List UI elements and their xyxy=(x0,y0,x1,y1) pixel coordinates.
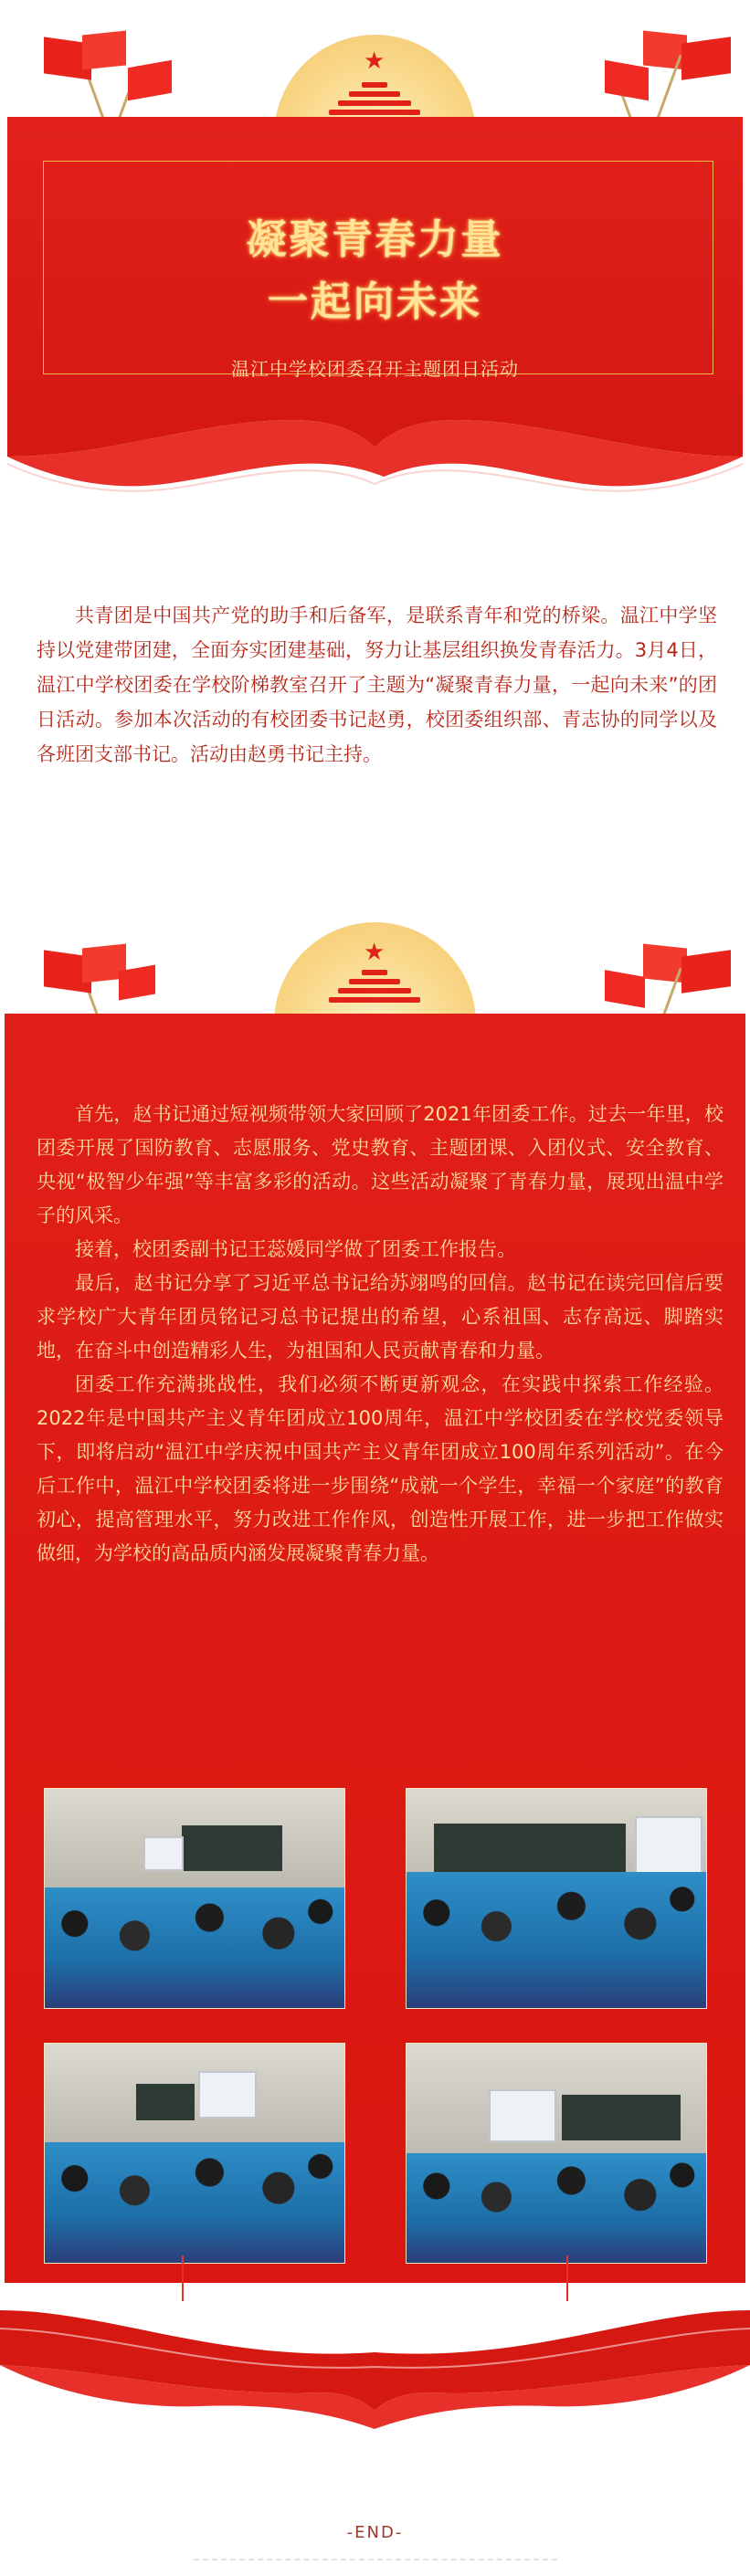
page-title-line1: 凝聚青春力量 xyxy=(246,216,504,263)
tiananmen-icon xyxy=(329,82,420,119)
paragraph: 团委工作充满挑战性，我们必须不断更新观念，在实践中探索工作经验。2022年是中国共产主义青年团成立100周年，温江中学校团委在学校党委领导下，即将启动“温江中学庆祝中国共产主义青年团成立100周年系列活动”。在今后工作中，温江中学校团委将进一步围绕“成就一个学生，幸福一个家庭”的教育初心，提高管理水平，努力改进工作作风，创造性开展工作，进一步把工作做实做细，为学校的高品质内涵发展凝聚青春力量。 xyxy=(37,1373,724,1564)
activity-photo-1 xyxy=(44,1788,345,2009)
paragraph: 最后，赵书记分享了习近平总书记给苏翊鸣的回信。赵书记在读完回信后要求学校广大青年团员铭记习总书记提出的希望，心系祖国、志存高远、脚踏实地，在奋斗中创造精彩人生，为祖国和人民贡献青春和力量。 xyxy=(37,1272,724,1362)
red-flag-icon xyxy=(18,27,155,128)
intro-text: 共青团是中国共产党的助手和后备军，是联系青年和党的桥梁。温江中学坚持以党建带团建，全面夯实团建基础，努力让基层组织换发青春活力。3月4日，温江中学校团委在学校阶梯教室召开了主题为“凝聚青春力量，一起向未来”的团日活动。参加本次活动的有校团委书记赵勇，校团委组织部、青志协的同学以及各班团支部书记。活动由赵勇书记主持。 xyxy=(37,605,717,765)
section2-body xyxy=(37,1098,724,1571)
page-subtitle: 温江中学校团委召开主题团日活动 xyxy=(231,358,519,380)
end-mark: -END- xyxy=(346,2523,404,2542)
intro-paragraph xyxy=(37,598,717,772)
activity-photo-3 xyxy=(44,2043,345,2264)
tiananmen-icon xyxy=(329,970,420,1006)
paragraph: 接着，校团委副书记王蕊媛同学做了团委工作报告。 xyxy=(75,1238,516,1260)
star-icon: ★ xyxy=(364,939,386,966)
curtain-drape-bottom xyxy=(0,2255,750,2438)
title-frame xyxy=(43,161,713,374)
divider xyxy=(194,2559,557,2560)
page-title-line2: 一起向未来 xyxy=(268,279,482,325)
red-flag-icon xyxy=(603,27,740,128)
activity-photo-4 xyxy=(406,2043,707,2264)
star-icon: ★ xyxy=(364,47,386,75)
curtain-drape-top xyxy=(0,393,750,525)
activity-photo-2 xyxy=(406,1788,707,2009)
paragraph: 首先，赵书记通过短视频带领大家回顾了2021年团委工作。过去一年里，校团委开展了国防教育、志愿服务、党史教育、主题团课、入团仪式、安全教育、央视“极智少年强”等丰富多彩的活动。这些活动凝聚了青春力量，展现出温中学子的风采。 xyxy=(37,1103,724,1226)
